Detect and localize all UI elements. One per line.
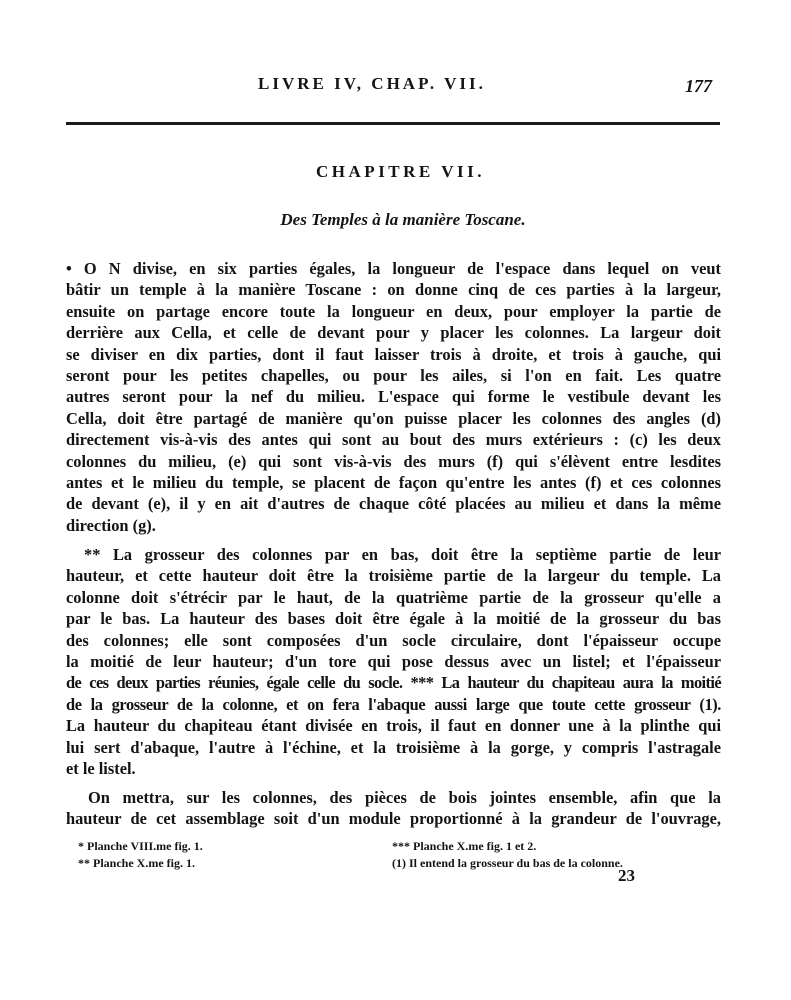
paragraph-line: • O N divise, en six parties égales, la longueur de l'espace dans lequel on veut (66, 259, 721, 278)
footnote: (1) Il entend la grosseur du bas de la colonne. (392, 856, 623, 870)
paragraph-line: par le bas. La hauteur des bases doit être égale à la moitié de la grosseur du bas (66, 609, 721, 629)
paragraph-line: La hauteur du chapiteau étant divisée en trois, il faut en donner une à la plinthe qui (66, 716, 721, 736)
chapter-subtitle: Des Temples à la manière Toscane. (280, 210, 526, 229)
chapter-title: CHAPITRE VII. (316, 162, 485, 181)
paragraph-3 (66, 787, 721, 830)
paragraph-line: derrière aux Cella, et celle de devant pour y placer les colonnes. La largeur doit (66, 323, 721, 343)
running-head: LIVRE IV, CHAP. VII. (258, 74, 486, 93)
paragraph-line: directement vis-à-vis des antes qui sont au bout des murs extérieurs : (c) les deux (66, 430, 721, 450)
paragraph-line: Cella, doit être partagé de manière qu'on puisse placer les colonnes des angles (d) (66, 408, 721, 428)
paragraph-line: seront pour les petites chapelles, ou pour les ailes, si l'on en fait. Les quatre (66, 365, 721, 385)
signature-mark: 23 (618, 866, 635, 885)
paragraph-line: hauteur, et cette hauteur doit être la troisième partie de la largeur du temple. La (66, 566, 721, 586)
footnote: * Planche VIII.me fig. 1. (78, 839, 203, 853)
paragraph-line: direction (g). (66, 515, 156, 535)
footnote: *** Planche X.me fig. 1 et 2. (392, 839, 537, 853)
paragraph-line: hauteur de cet assemblage soit d'un module proportionné à la grandeur de l'ouvrage, (66, 809, 721, 829)
header-rule (66, 122, 720, 125)
paragraph-line: On mettra, sur les colonnes, des pièces de bois jointes ensemble, afin que la (88, 788, 721, 807)
paragraph-line: ensuite on partage encore toute la longueur en deux, pour employer la partie de (66, 301, 721, 321)
paragraph-2 (66, 544, 721, 779)
paragraph-line: lui sert d'abaque, l'autre à l'échine, et la troisième à la gorge, y compris l'astragale (66, 737, 721, 757)
paragraph-line: colonnes du milieu, (e) qui sont vis-à-vis des murs (f) qui s'élèvent entre lesdites (66, 451, 721, 471)
paragraph-line: et le listel. (66, 758, 136, 778)
paragraph-1 (66, 258, 721, 536)
paragraph-line: colonne doit s'étrécir par le haut, de la quatrième partie de la grosseur qu'elle a (66, 587, 721, 607)
paragraph-line: de la grosseur de la colonne, et on fera l'abaque aussi large que toute cette grosseur (1). (66, 694, 721, 714)
paragraph-line: de devant (e), il y en ait d'autres de chaque côté placées au milieu et dans la même (66, 494, 721, 514)
footnote: ** Planche X.me fig. 1. (78, 856, 195, 870)
paragraph-line: se diviser en dix parties, dont il faut laisser trois à droite, et trois à gauche, qui (66, 344, 721, 364)
paragraph-line: bâtir un temple à la manière Toscane : on donne cinq de ces parties à la largeur, (66, 280, 721, 300)
paragraph-line: antes et le milieu du temple, se placent de façon qu'entre les antes (f) et ces colonnes (66, 472, 721, 492)
paragraph-line: autres seront pour la nef du milieu. L'espace qui forme le vestibule devant les (66, 387, 721, 407)
page-number: 177 (685, 76, 712, 96)
paragraph-line: des colonnes; elle sont composées d'un socle circulaire, dont l'épaisseur occupe (66, 630, 721, 650)
paragraph-line: de ces deux parties réunies, égale celle du socle. *** La hauteur du chapiteau aura la moitié (66, 673, 721, 693)
paragraph-line: ** La grosseur des colonnes par en bas, doit être la septième partie de leur (84, 545, 721, 564)
paragraph-line: la moitié de leur hauteur; d'un tore qui pose dessus avec un listel; et l'épaisseur (66, 651, 721, 671)
